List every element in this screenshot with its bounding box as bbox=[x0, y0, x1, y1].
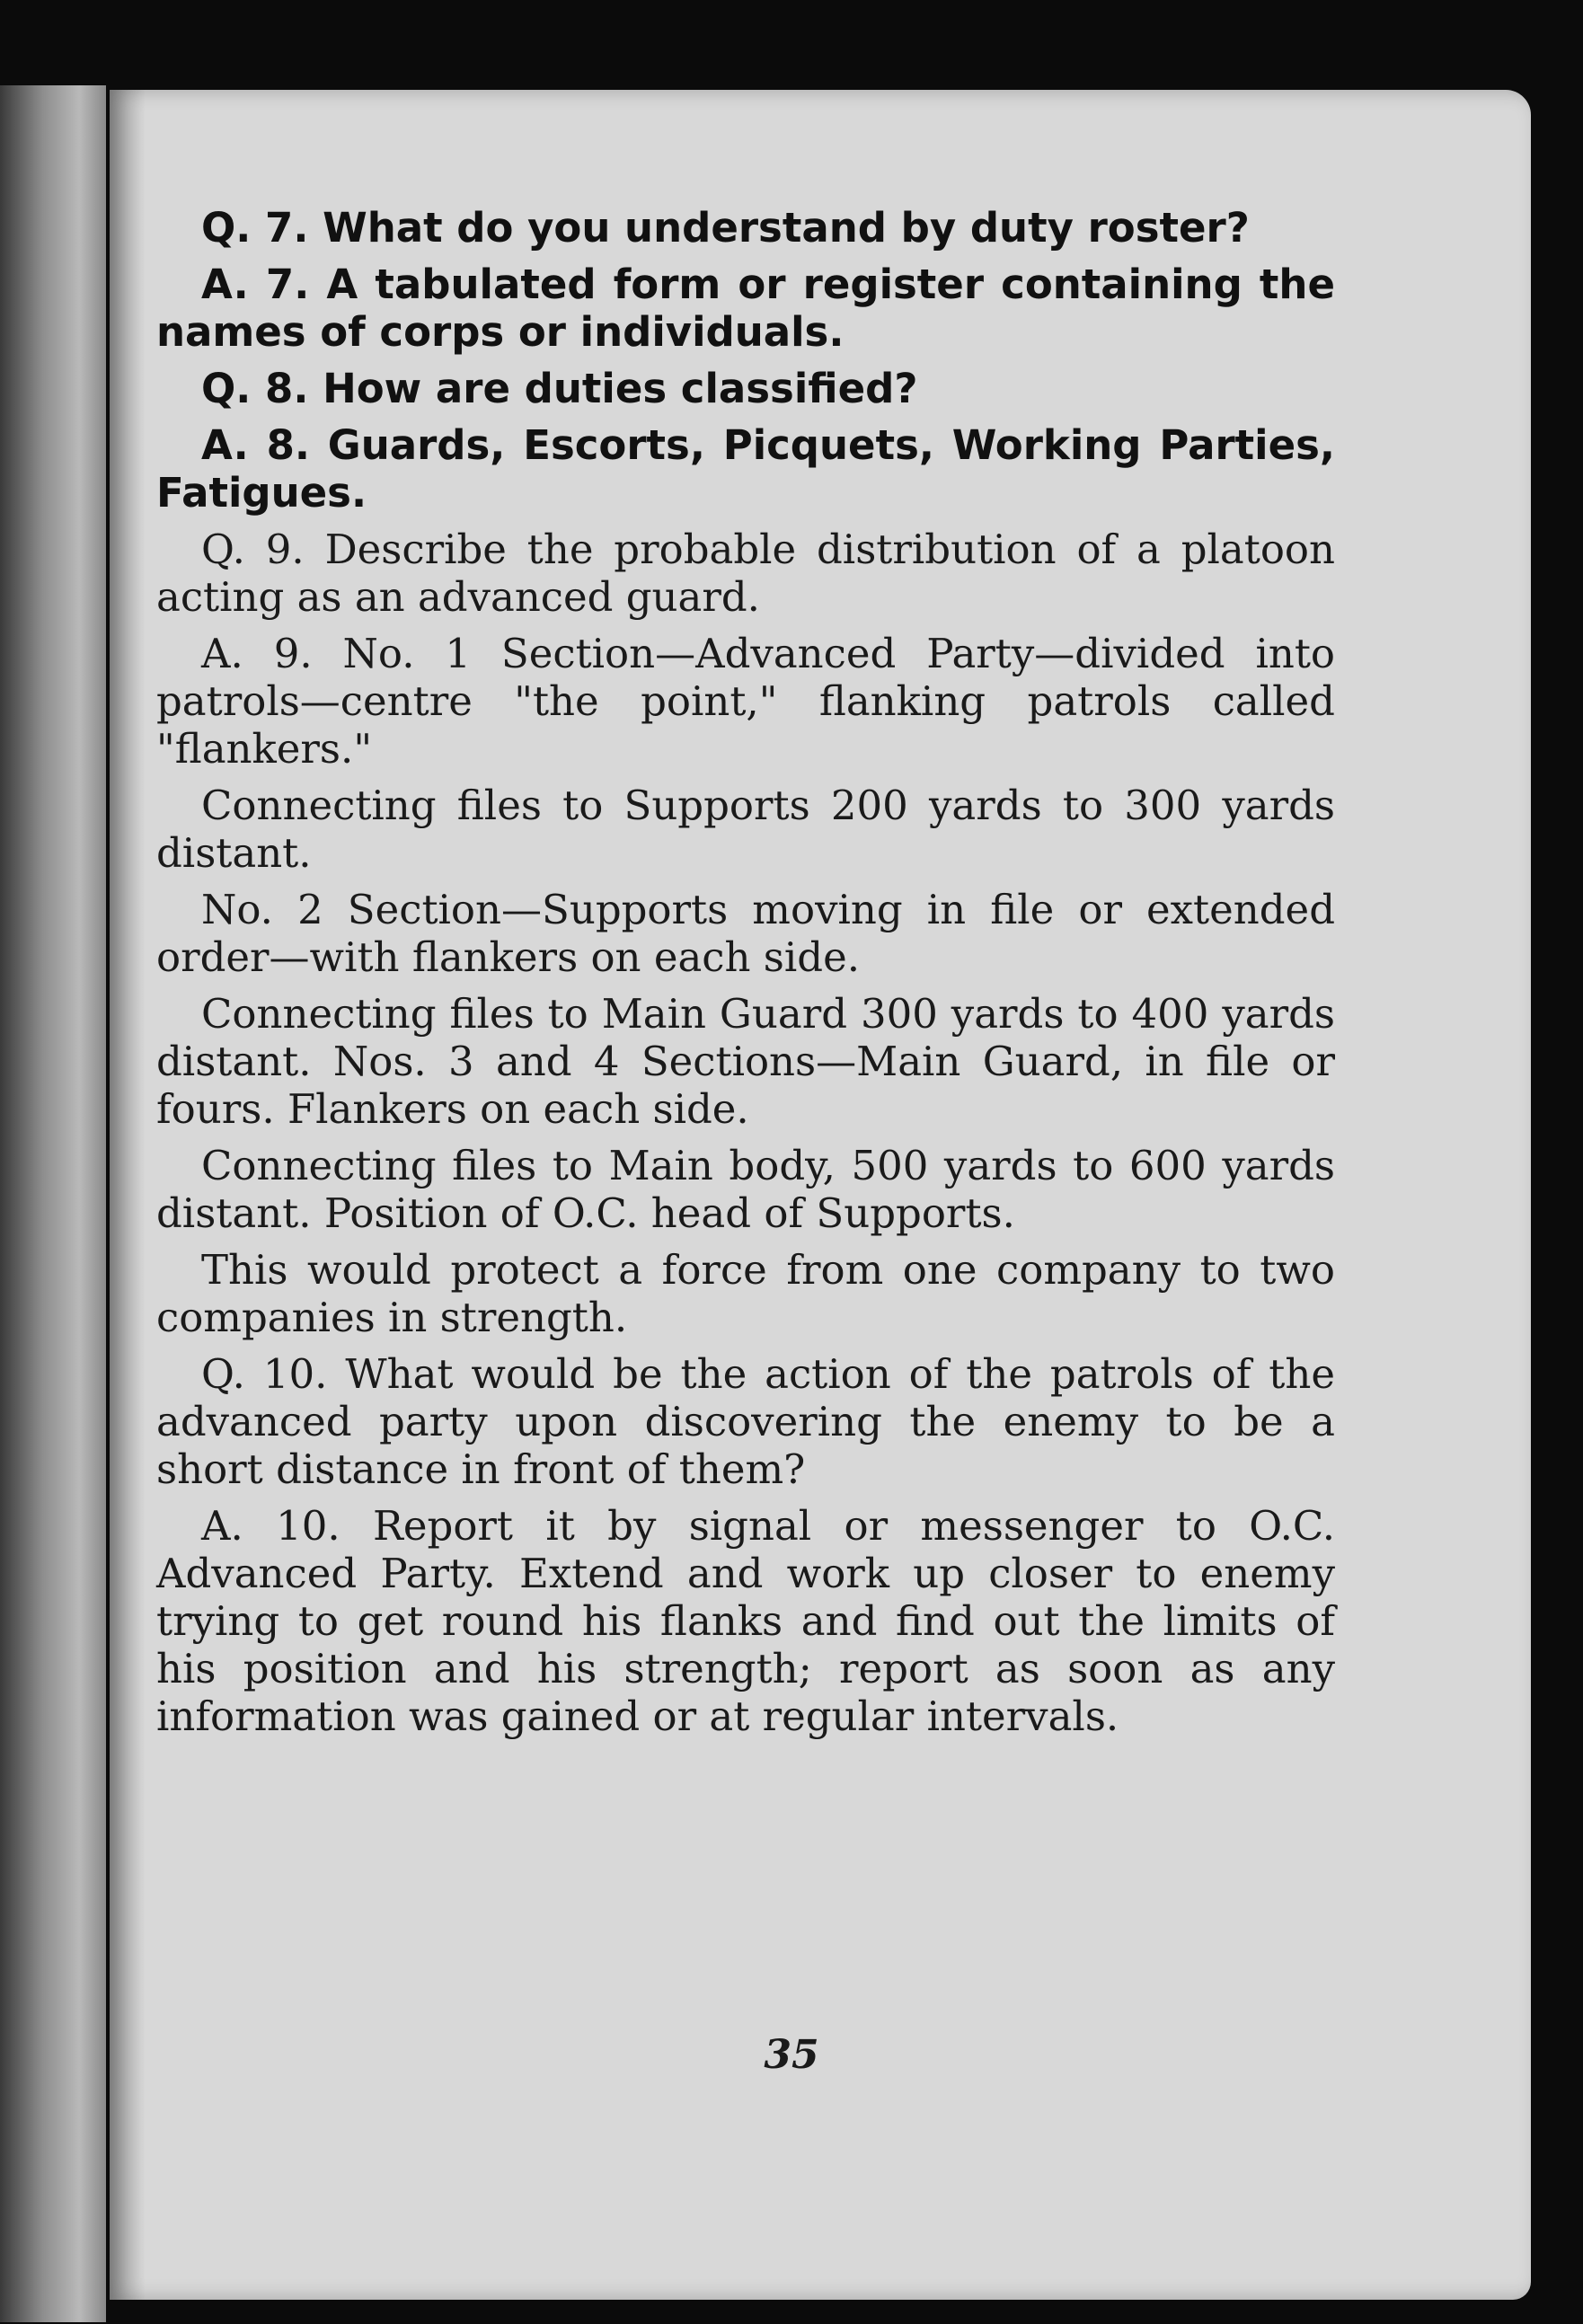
question-8: Q. 8. How are duties classified? bbox=[201, 365, 918, 412]
question-9: Q. 9. Describe the probable distribution of a platoon acting as an advanced guard. bbox=[156, 526, 1335, 621]
question-10: Q. 10. What would be the action of the patrols of the advanced party upon discovering the enemy to be a short distance in front of them? bbox=[156, 1350, 1335, 1493]
left-page-edge bbox=[0, 85, 106, 2322]
answer-9-strength: This would protect a force from one company to two companies in strength. bbox=[156, 1246, 1335, 1341]
question-7: Q. 7. What do you understand by duty roster? bbox=[201, 204, 1250, 252]
answer-9-supports-files: Connecting files to Supports 200 yards to 300 yards distant. bbox=[156, 782, 1335, 877]
page-text bbox=[156, 204, 1335, 1749]
answer-9: A. 9. No. 1 Section—Advanced Party—divided into patrols—centre "the point," flanking patrols called "flankers." bbox=[156, 630, 1335, 773]
answer-9-main-guard: Connecting files to Main Guard 300 yards to 400 yards distant. Nos. 3 and 4 Sections—Main Guard, in file or fours. Flankers on each side. bbox=[156, 990, 1335, 1133]
answer-10: A. 10. Report it by signal or messenger to O.C. Advanced Party. Extend and work up closer to enemy trying to get round his flanks and find out the limits of his position and his strength; report as soon as any information was gained or at regular intervals. bbox=[156, 1502, 1335, 1740]
answer-7: A. 7. A tabulated form or register containing the names of corps or individuals. bbox=[156, 261, 1335, 356]
answer-9-section-2: No. 2 Section—Supports moving in file or extended order—with flankers on each side. bbox=[156, 886, 1335, 981]
answer-9-main-body: Connecting files to Main body, 500 yards to 600 yards distant. Position of O.C. head of Supports. bbox=[156, 1142, 1335, 1237]
gutter-shadow bbox=[110, 90, 146, 2300]
answer-8: A. 8. Guards, Escorts, Picquets, Working Parties, Fatigues. bbox=[156, 421, 1335, 517]
page-number: 35 bbox=[764, 2032, 819, 2078]
